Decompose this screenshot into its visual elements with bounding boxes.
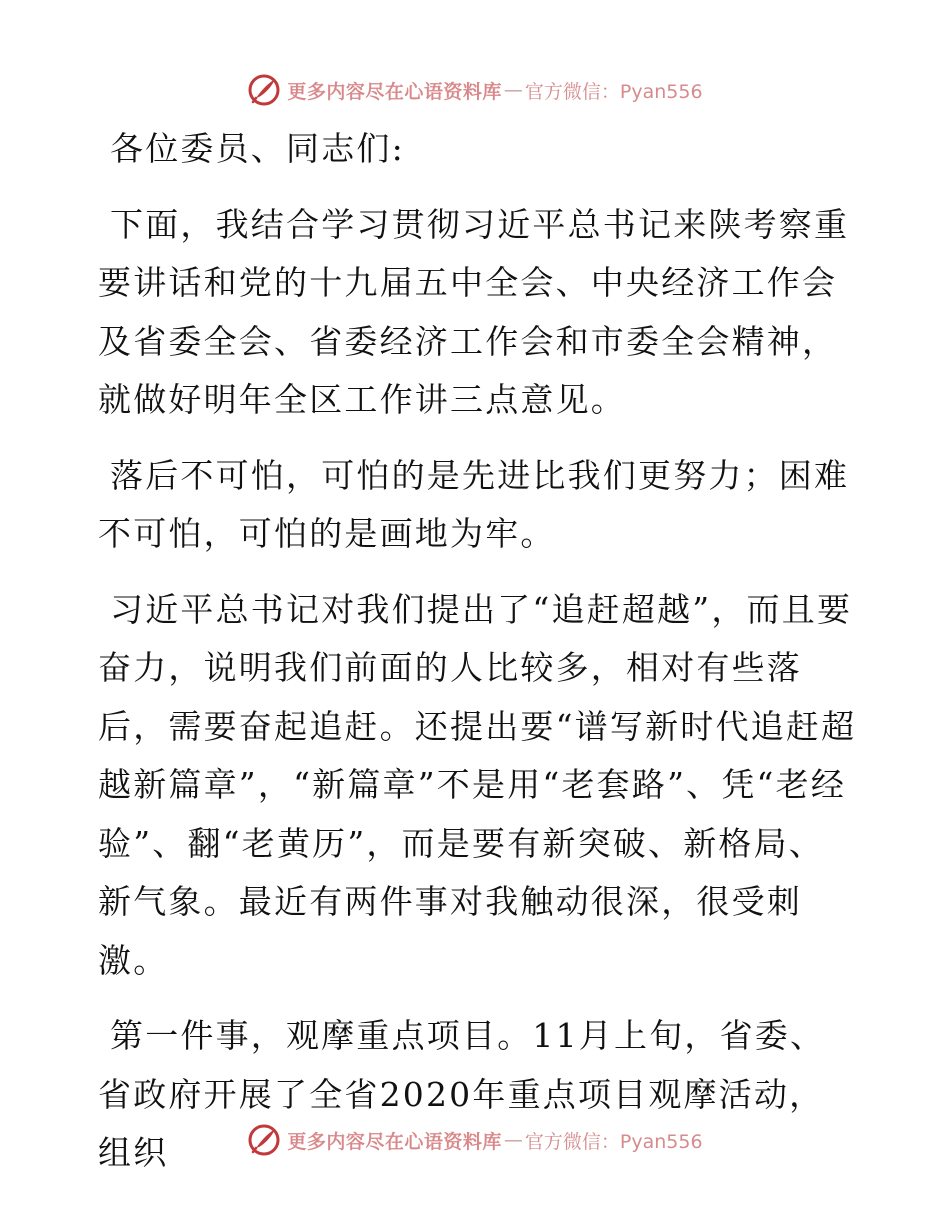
feather-pen-logo-icon (247, 73, 281, 107)
banner-wechat-text: 官方微信：Pyan556 (524, 1130, 703, 1153)
feather-pen-logo-icon (247, 1123, 281, 1157)
paragraph: 下面，我结合学习贯彻习近平总书记来陕考察重要讲话和党的十九届五中全会、中央经济工作会及省委全会、省委经济工作会和市委全会精神，就做好明年全区工作讲三点意见。 (98, 204, 850, 419)
paragraph: 习近平总书记对我们提出了“追赶超越”，而且要奋力，说明我们前面的人比较多，相对有些落后，需要奋起追赶。还提出要“谱写新时代追赶超越新篇章”，“新篇章”不是用“老套路”、凭“老经验”、翻“老黄历”，而是要有新突破、新格局、新气象。最近有两件事对我触动很深，很受刺激。 (98, 589, 857, 980)
paragraph: 第一件事，观摩重点项目。11月上旬，省委、省政府开展了全省2020年重点项目观摩活动，组织 (98, 1016, 826, 1172)
banner-brand-text: 更多内容尽在心语资料库 (287, 1130, 502, 1153)
banner-wechat-text: 官方微信：Pyan556 (524, 80, 703, 103)
header-banner (0, 68, 950, 112)
banner-separator: — (503, 1129, 523, 1151)
paragraph: 落后不可怕，可怕的是先进比我们更努力；困难不可怕，可怕的是画地为牢。 (98, 455, 850, 553)
footer-banner (0, 1118, 950, 1162)
document-body (98, 120, 858, 1200)
banner-brand-text: 更多内容尽在心语资料库 (287, 80, 502, 103)
greeting-line: 各位委员、同志们: (110, 129, 405, 168)
banner-separator: — (503, 79, 523, 101)
